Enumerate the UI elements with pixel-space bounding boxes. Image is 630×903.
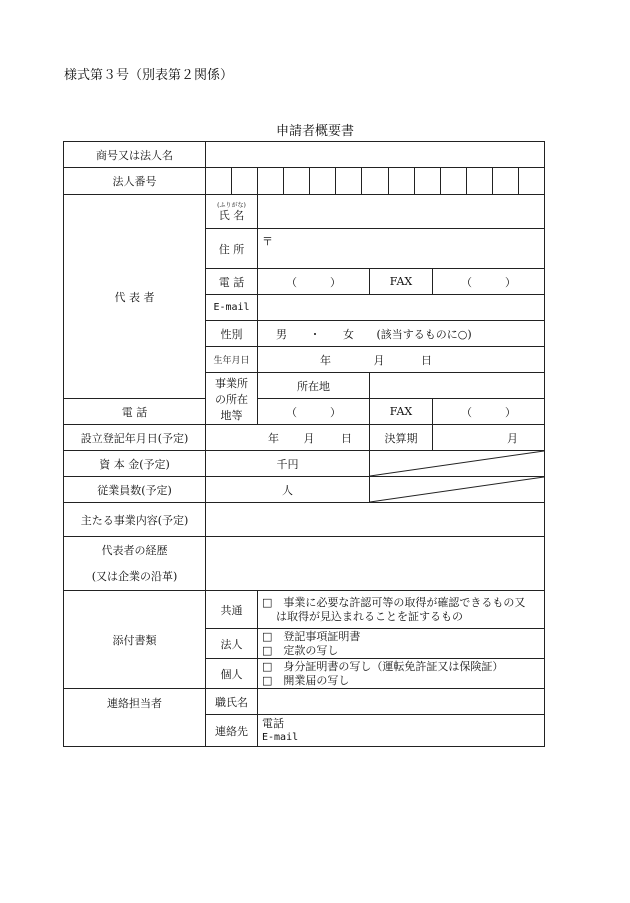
contact-title-name-field[interactable] (258, 689, 545, 715)
capital-unit: 千円 (276, 457, 299, 471)
birth-month-unit: 月 (373, 353, 385, 367)
form-number: 様式第３号（別表第２関係） (64, 68, 234, 83)
name-label: 氏 名 (218, 208, 245, 222)
gender-female[interactable]: 女 (343, 327, 354, 341)
fiscal-period-label: 決算期 (370, 425, 433, 451)
employees-label: 従業員数(予定) (64, 477, 206, 503)
office-label: 事業所の所在地等 (206, 373, 258, 425)
attachments-label: 添付書類 (64, 591, 206, 689)
office-fax-label: FAX (370, 399, 433, 425)
office-phone-label: 電 話 (64, 399, 206, 425)
location-label: 所在地 (258, 373, 370, 399)
gender-note: (該当するものに○) (376, 327, 472, 341)
individual-item-business-notice[interactable]: □ 開業届の写し (262, 673, 350, 687)
rep-name-field[interactable] (258, 195, 545, 229)
postal-mark-icon: 〒 (262, 235, 273, 248)
career-field[interactable] (206, 537, 545, 591)
rep-fax-label: FAX (370, 269, 433, 295)
corp-label: 法人 (206, 629, 258, 659)
corp-item-registry[interactable]: □ 登記事項証明書 (262, 629, 361, 643)
rep-email-field[interactable] (258, 295, 545, 321)
common-items (258, 591, 545, 629)
application-form-table (63, 141, 545, 747)
gender-dot: ・ (309, 327, 321, 341)
gender-male[interactable]: 男 (276, 327, 287, 341)
corp-number-digit-boxes (206, 168, 544, 194)
furigana-label: (ふりがな) (217, 201, 246, 209)
est-day-unit: 日 (341, 431, 352, 445)
employees-field[interactable] (206, 477, 370, 503)
corp-number-label: 法人番号 (64, 168, 206, 195)
employees-blank-cell (370, 477, 545, 503)
contact-phone-label: 電話 (262, 716, 284, 730)
diagonal-strike-icon (370, 477, 544, 502)
address-label: 住 所 (206, 229, 258, 269)
gender-label: 性別 (206, 321, 258, 347)
career-label-cell (64, 537, 206, 591)
diagonal-strike-icon (370, 451, 544, 476)
corp-items (258, 629, 545, 659)
est-month-unit: 月 (303, 431, 315, 445)
name-label-cell (206, 195, 258, 229)
document-title: 申請者概要書 (275, 124, 354, 139)
company-name-field[interactable] (206, 142, 545, 168)
capital-label: 資 本 金(予定) (64, 451, 206, 477)
office-fax-field[interactable]: （ ） (433, 399, 545, 425)
common-item-permit[interactable]: □ 事業に必要な許認可等の取得が確認できるもの又 (262, 595, 526, 609)
company-name-label: 商号又は法人名 (64, 142, 206, 168)
gender-field[interactable] (258, 321, 545, 347)
office-phone-field[interactable]: （ ） (258, 399, 370, 425)
fiscal-period-field[interactable] (433, 425, 545, 451)
contact-email-label: E-mail (262, 731, 299, 743)
contact-info-field[interactable] (258, 715, 545, 747)
capital-field[interactable] (206, 451, 370, 477)
established-date-field[interactable] (206, 425, 370, 451)
common-label: 共通 (206, 591, 258, 629)
individual-items (258, 659, 545, 689)
rep-phone-label: 電 話 (206, 269, 258, 295)
corp-number-field[interactable] (206, 168, 545, 195)
contact-info-label: 連絡先 (206, 715, 258, 747)
established-date-label: 設立登記年月日(予定) (64, 425, 206, 451)
office-location-field[interactable] (370, 373, 545, 399)
individual-item-id[interactable]: □ 身分証明書の写し（運転免許証又は保険証） (262, 659, 504, 673)
corp-item-articles[interactable]: □ 定款の写し (262, 643, 339, 657)
history-label: (又は企業の沿革) (91, 569, 178, 583)
rep-address-field[interactable] (258, 229, 545, 269)
fiscal-month-unit: 月 (507, 431, 518, 445)
birth-year-unit: 年 (320, 353, 331, 367)
career-label: 代表者の経歴 (101, 543, 168, 557)
birthdate-label: 生年月日 (206, 347, 258, 373)
common-item-permit-cont: は取得が見込まれることを証するもの (276, 609, 463, 623)
rep-email-label: E-mail (206, 295, 258, 321)
rep-phone-field[interactable]: （ ） (258, 269, 370, 295)
representative-label: 代 表 者 (64, 195, 206, 399)
business-content-field[interactable] (206, 503, 545, 537)
rep-fax-field[interactable]: （ ） (433, 269, 545, 295)
title-name-label: 職氏名 (206, 689, 258, 715)
birth-day-unit: 日 (421, 353, 432, 367)
individual-label: 個人 (206, 659, 258, 689)
capital-blank-cell (370, 451, 545, 477)
employees-unit: 人 (282, 483, 293, 497)
est-year-unit: 年 (268, 431, 279, 445)
birthdate-field[interactable] (258, 347, 545, 373)
contact-person-label: 連絡担当者 (64, 689, 206, 747)
business-content-label: 主たる事業内容(予定) (64, 503, 206, 537)
